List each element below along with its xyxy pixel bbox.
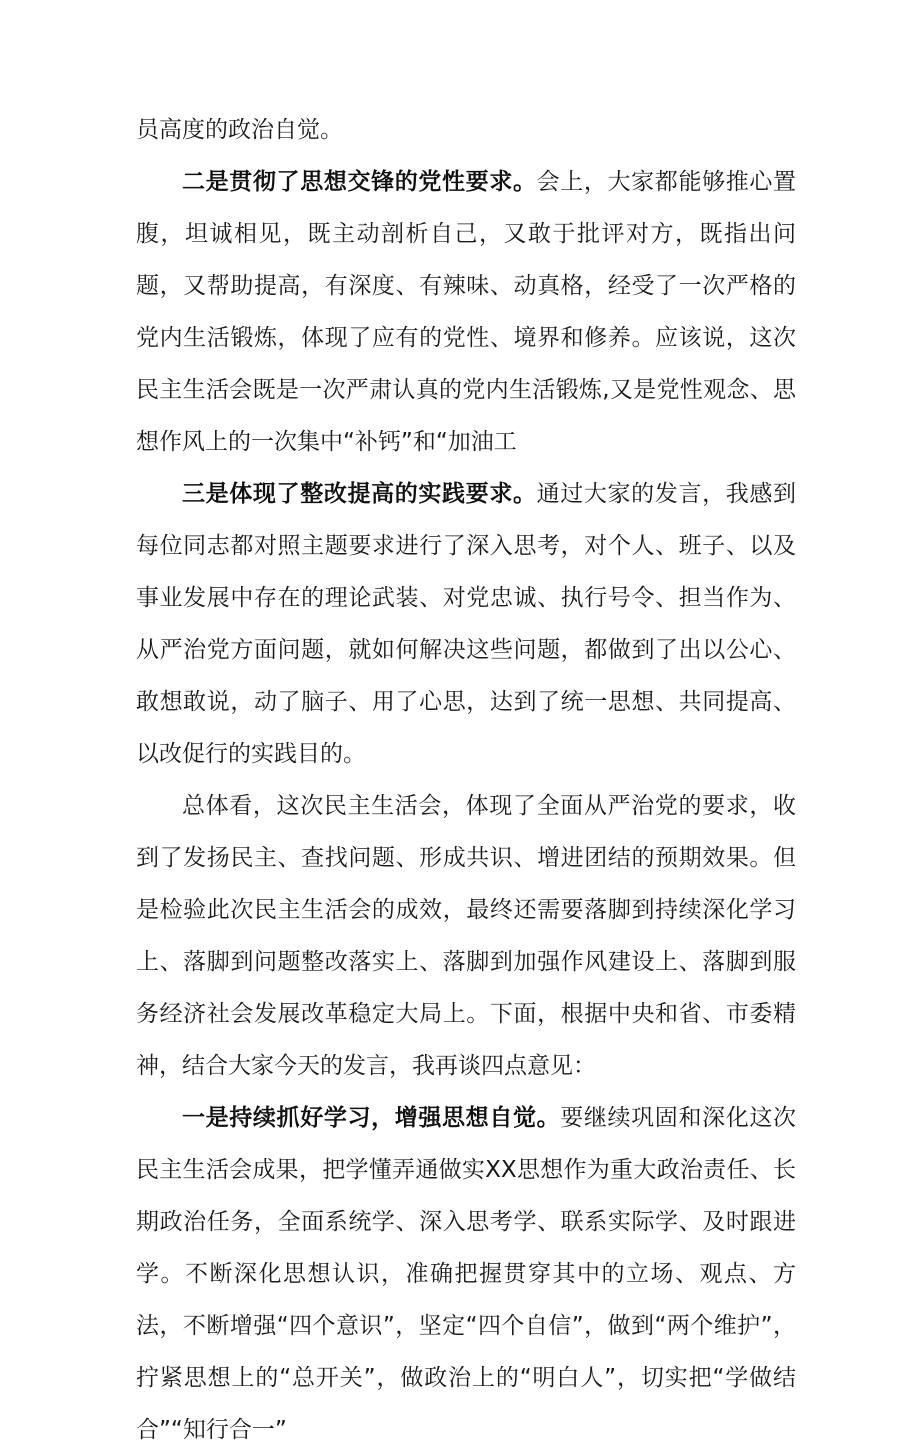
paragraph-text: 要继续巩固和深化这次民主生活会成果，把学懂弄通做实XX思想作为重大政治责任、长期政治任务，全面系统学、深入思考学、联系实际学、及时跟进学。不断深化思想认识，准确把握贯穿其中的立场、观点、方法，不断增强“四个意识”，坚定“四个自信”，做到“两个维护”，拧紧思想上的“总开关”，做政治上的“明白人”，切实把“学做结合”“知行合一” — [136, 1105, 797, 1443]
paragraph-lead: 二是贯彻了思想交锋的党性要求。 — [182, 169, 537, 195]
paragraph-text: 员高度的政治自觉。 — [136, 117, 343, 143]
paragraph-point-three — [136, 468, 796, 780]
paragraph-text: 会上，大家都能够推心置腹，坦诚相见，既主动剖析自己，又敢于批评对方，既指出问题，又帮助提高，有深度、有辣味、动真格，经受了一次严格的党内生活锻炼，体现了应有的党性、境界和修养。应该说，这次民主生活会既是一次严肃认真的党内生活锻炼,又是党性观念、思想作风上的一次集中“补钙”和“加油工 — [136, 169, 797, 455]
paragraph-lead: 一是持续抓好学习，增强思想自觉。 — [182, 1105, 561, 1131]
paragraph-summary — [136, 780, 796, 1092]
paragraph-intro-tail — [136, 104, 796, 156]
paragraph-lead: 三是体现了整改提高的实践要求。 — [182, 481, 537, 507]
paragraph-opinion-one — [136, 1092, 796, 1456]
paragraph-point-two — [136, 156, 796, 468]
paragraph-text: 总体看，这次民主生活会，体现了全面从严治党的要求，收到了发扬民主、查找问题、形成共识、增进团结的预期效果。但是检验此次民主生活会的成效，最终还需要落脚到持续深化学习上、落脚到问题整改落实上、落脚到加强作风建设上、落脚到服务经济社会发展改革稳定大局上。下面，根据中央和省、市委精神，结合大家今天的发言，我再谈四点意见： — [136, 793, 796, 1079]
document-body — [136, 104, 796, 1456]
paragraph-text: 通过大家的发言，我感到每位同志都对照主题要求进行了深入思考，对个人、班子、以及事业发展中存在的理论武装、对党忠诚、执行号令、担当作为、从严治党方面问题，就如何解决这些问题，都做到了出以公心、敢想敢说，动了脑子、用了心思，达到了统一思想、共同提高、以改促行的实践目的。 — [136, 481, 797, 767]
